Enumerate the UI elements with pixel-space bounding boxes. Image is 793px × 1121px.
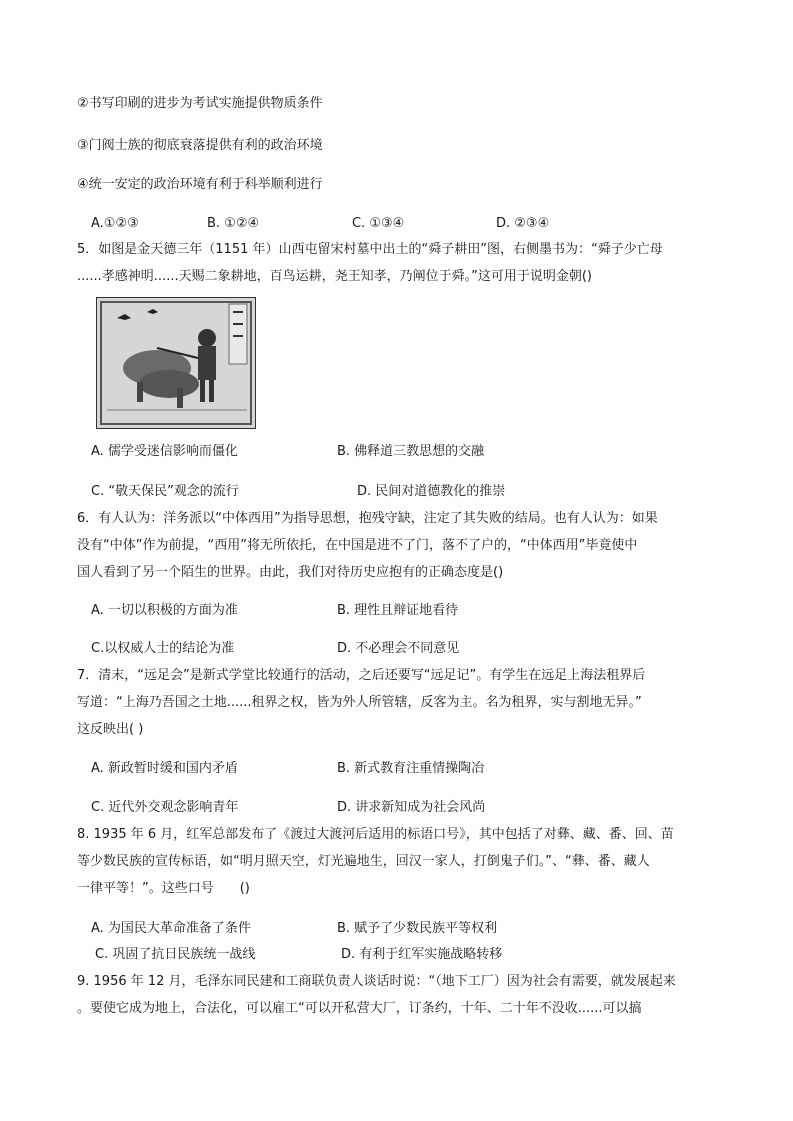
- q8-option-c[interactable]: C. 巩固了抗日民族统一战线: [95, 947, 256, 962]
- q5-option-b[interactable]: B. 佛释道三教思想的交融: [337, 444, 485, 459]
- q7-stem-line3: 这反映出( ): [77, 722, 144, 737]
- q6-stem-line1: 6．有人认为：洋务派以“中体西用”为指导思想，抱残守缺，注定了其失败的结局。也有人认为：如果: [77, 511, 658, 526]
- q4-option-d[interactable]: D. ②③④: [496, 216, 550, 231]
- q9-stem-line2: 。要使它成为地上，合法化，可以雇工“可以开私营大厂，订条约，十年、二十年不没收......可以搞: [77, 1001, 642, 1016]
- q4-option-b[interactable]: B. ①②④: [207, 216, 260, 231]
- q7-option-b[interactable]: B. 新式教育注重情操陶冶: [337, 761, 485, 776]
- q6-option-c[interactable]: C.以权威人士的结论为准: [91, 641, 235, 656]
- q6-option-a[interactable]: A. 一切以积极的方面为准: [91, 603, 238, 618]
- q5-option-c[interactable]: C. “敬天保民”观念的流行: [91, 484, 239, 499]
- q7-option-d[interactable]: D. 讲求新知成为社会风尚: [337, 800, 486, 815]
- q4-option-a[interactable]: A.①②③: [91, 216, 139, 231]
- q5-option-d[interactable]: D. 民间对道德教化的推崇: [357, 484, 506, 499]
- shunzi-plowing-image: [96, 297, 256, 429]
- q7-option-c[interactable]: C. 近代外交观念影响青年: [91, 800, 239, 815]
- q8-option-a[interactable]: A. 为国民大革命准备了条件: [91, 921, 251, 936]
- q5-stem-line2: ......孝感神明......天赐二象耕地，百鸟运耕，尧王知孝，乃阐位于舜。”这可用于说明金朝(): [77, 269, 592, 284]
- q7-option-a[interactable]: A. 新政暂时缓和国内矛盾: [91, 761, 238, 776]
- q6-stem-line3: 国人看到了另一个陌生的世界。由此，我们对待历史应抱有的正确态度是(): [77, 565, 504, 580]
- q5-option-a[interactable]: A. 儒学受迷信影响而僵化: [91, 444, 238, 459]
- q5-stem-line1: 5．如图是金天德三年（1151 年）山西屯留宋村墓中出土的“舜子耕田”图，右侧墨书为：“舜子少亡母: [77, 242, 663, 257]
- statement-2: ②书写印刷的进步为考试实施提供物质条件: [77, 96, 323, 111]
- q6-option-b[interactable]: B. 理性且辩证地看待: [337, 603, 459, 618]
- q8-option-d[interactable]: D. 有利于红军实施战略转移: [341, 947, 503, 962]
- q6-stem-line2: 没有“中体”作为前提，“西用”将无所依托，在中国是进不了门，落不了户的，“中体西用”毕竟使中: [77, 538, 638, 553]
- q6-option-d[interactable]: D. 不必理会不同意见: [337, 641, 460, 656]
- q8-stem-line2: 等少数民族的宣传标语，如“明月照天空，灯光遍地生，回汉一家人，打倒鬼子们。”、“彝、番、藏人: [77, 854, 650, 869]
- statement-3: ③门阀士族的彻底衰落提供有利的政治环境: [77, 138, 323, 153]
- statement-4: ④统一安定的政治环境有利于科举顺利进行: [77, 177, 323, 192]
- q8-stem-line3: 一律平等！”。这些口号 (): [77, 881, 250, 896]
- q9-stem-line1: 9. 1956 年 12 月，毛泽东同民建和工商联负责人谈话时说：“（地下工厂）因为社会有需要，就发展起来: [77, 974, 676, 989]
- q4-option-c[interactable]: C. ①③④: [352, 216, 405, 231]
- q7-stem-line1: 7．清末，“远足会”是新式学堂比较通行的活动，之后还要写“远足记”。有学生在远足上海法租界后: [77, 668, 646, 683]
- q7-stem-line2: 写道：“上海乃吾国之土地......租界之权，皆为外人所管辖，反客为主。名为租界，实与割地无异。”: [77, 695, 642, 710]
- q8-option-b[interactable]: B. 赋予了少数民族平等权利: [337, 921, 498, 936]
- q8-stem-line1: 8. 1935 年 6 月，红军总部发布了《渡过大渡河后适用的标语口号》，其中包括了对彝、藏、番、回、苗: [77, 827, 674, 842]
